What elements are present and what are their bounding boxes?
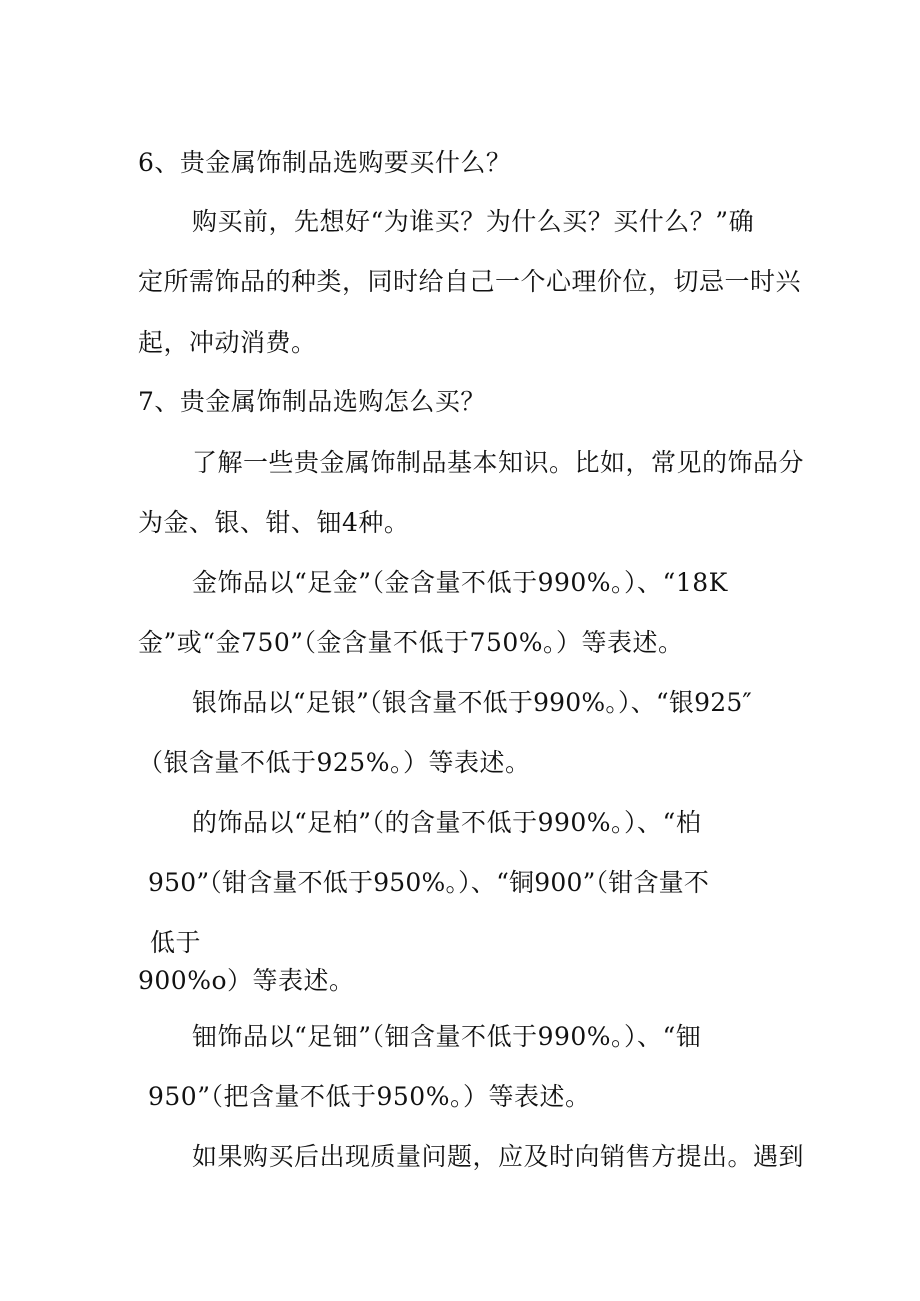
paragraph-line: 购买前，先想好“为谁买？为什么买？买什么？”确 bbox=[192, 207, 755, 236]
paragraph-line: 的饰品以“足柏”（的含量不低于990%。）、“柏 bbox=[192, 808, 702, 837]
paragraph-line: 金”或“金750”（金含量不低于750%。）等表述。 bbox=[138, 628, 684, 657]
paragraph-line: 950”（把含量不低于950%。）等表述。 bbox=[148, 1082, 591, 1111]
paragraph-line: 起，冲动消费。 bbox=[138, 328, 317, 357]
paragraph-line: 定所需饰品的种类，同时给自己一个心理价位，切忌一时兴 bbox=[138, 267, 802, 296]
paragraph-line: 低于 bbox=[150, 928, 202, 957]
heading-q6: 6、贵金属饰制品选购要买什么？ bbox=[138, 148, 512, 177]
paragraph-line: 钿饰品以“足钿”（钿含量不低于990%。）、“钿 bbox=[192, 1022, 702, 1051]
paragraph-line: 金饰品以“足金”（金含量不低于990%。）、“18K bbox=[192, 568, 728, 597]
paragraph-line: 银饰品以“足银”（银含量不低于990%。）、“银925″ bbox=[192, 688, 752, 717]
paragraph-line: 900%o）等表述。 bbox=[138, 966, 355, 995]
paragraph-line: 如果购买后出现质量问题，应及时向销售方提出。遇到 bbox=[192, 1142, 805, 1171]
paragraph-line: 为金、银、钳、钿4种。 bbox=[138, 508, 410, 537]
heading-q7: 7、贵金属饰制品选购怎么买？ bbox=[138, 387, 486, 416]
paragraph-line: 950”（钳含量不低于950%。）、“铜900”（钳含量不 bbox=[148, 868, 710, 897]
paragraph-line: 了解一些贵金属饰制品基本知识。比如，常见的饰品分 bbox=[192, 448, 805, 477]
paragraph-line: （银含量不低于925%。）等表述。 bbox=[138, 748, 531, 777]
